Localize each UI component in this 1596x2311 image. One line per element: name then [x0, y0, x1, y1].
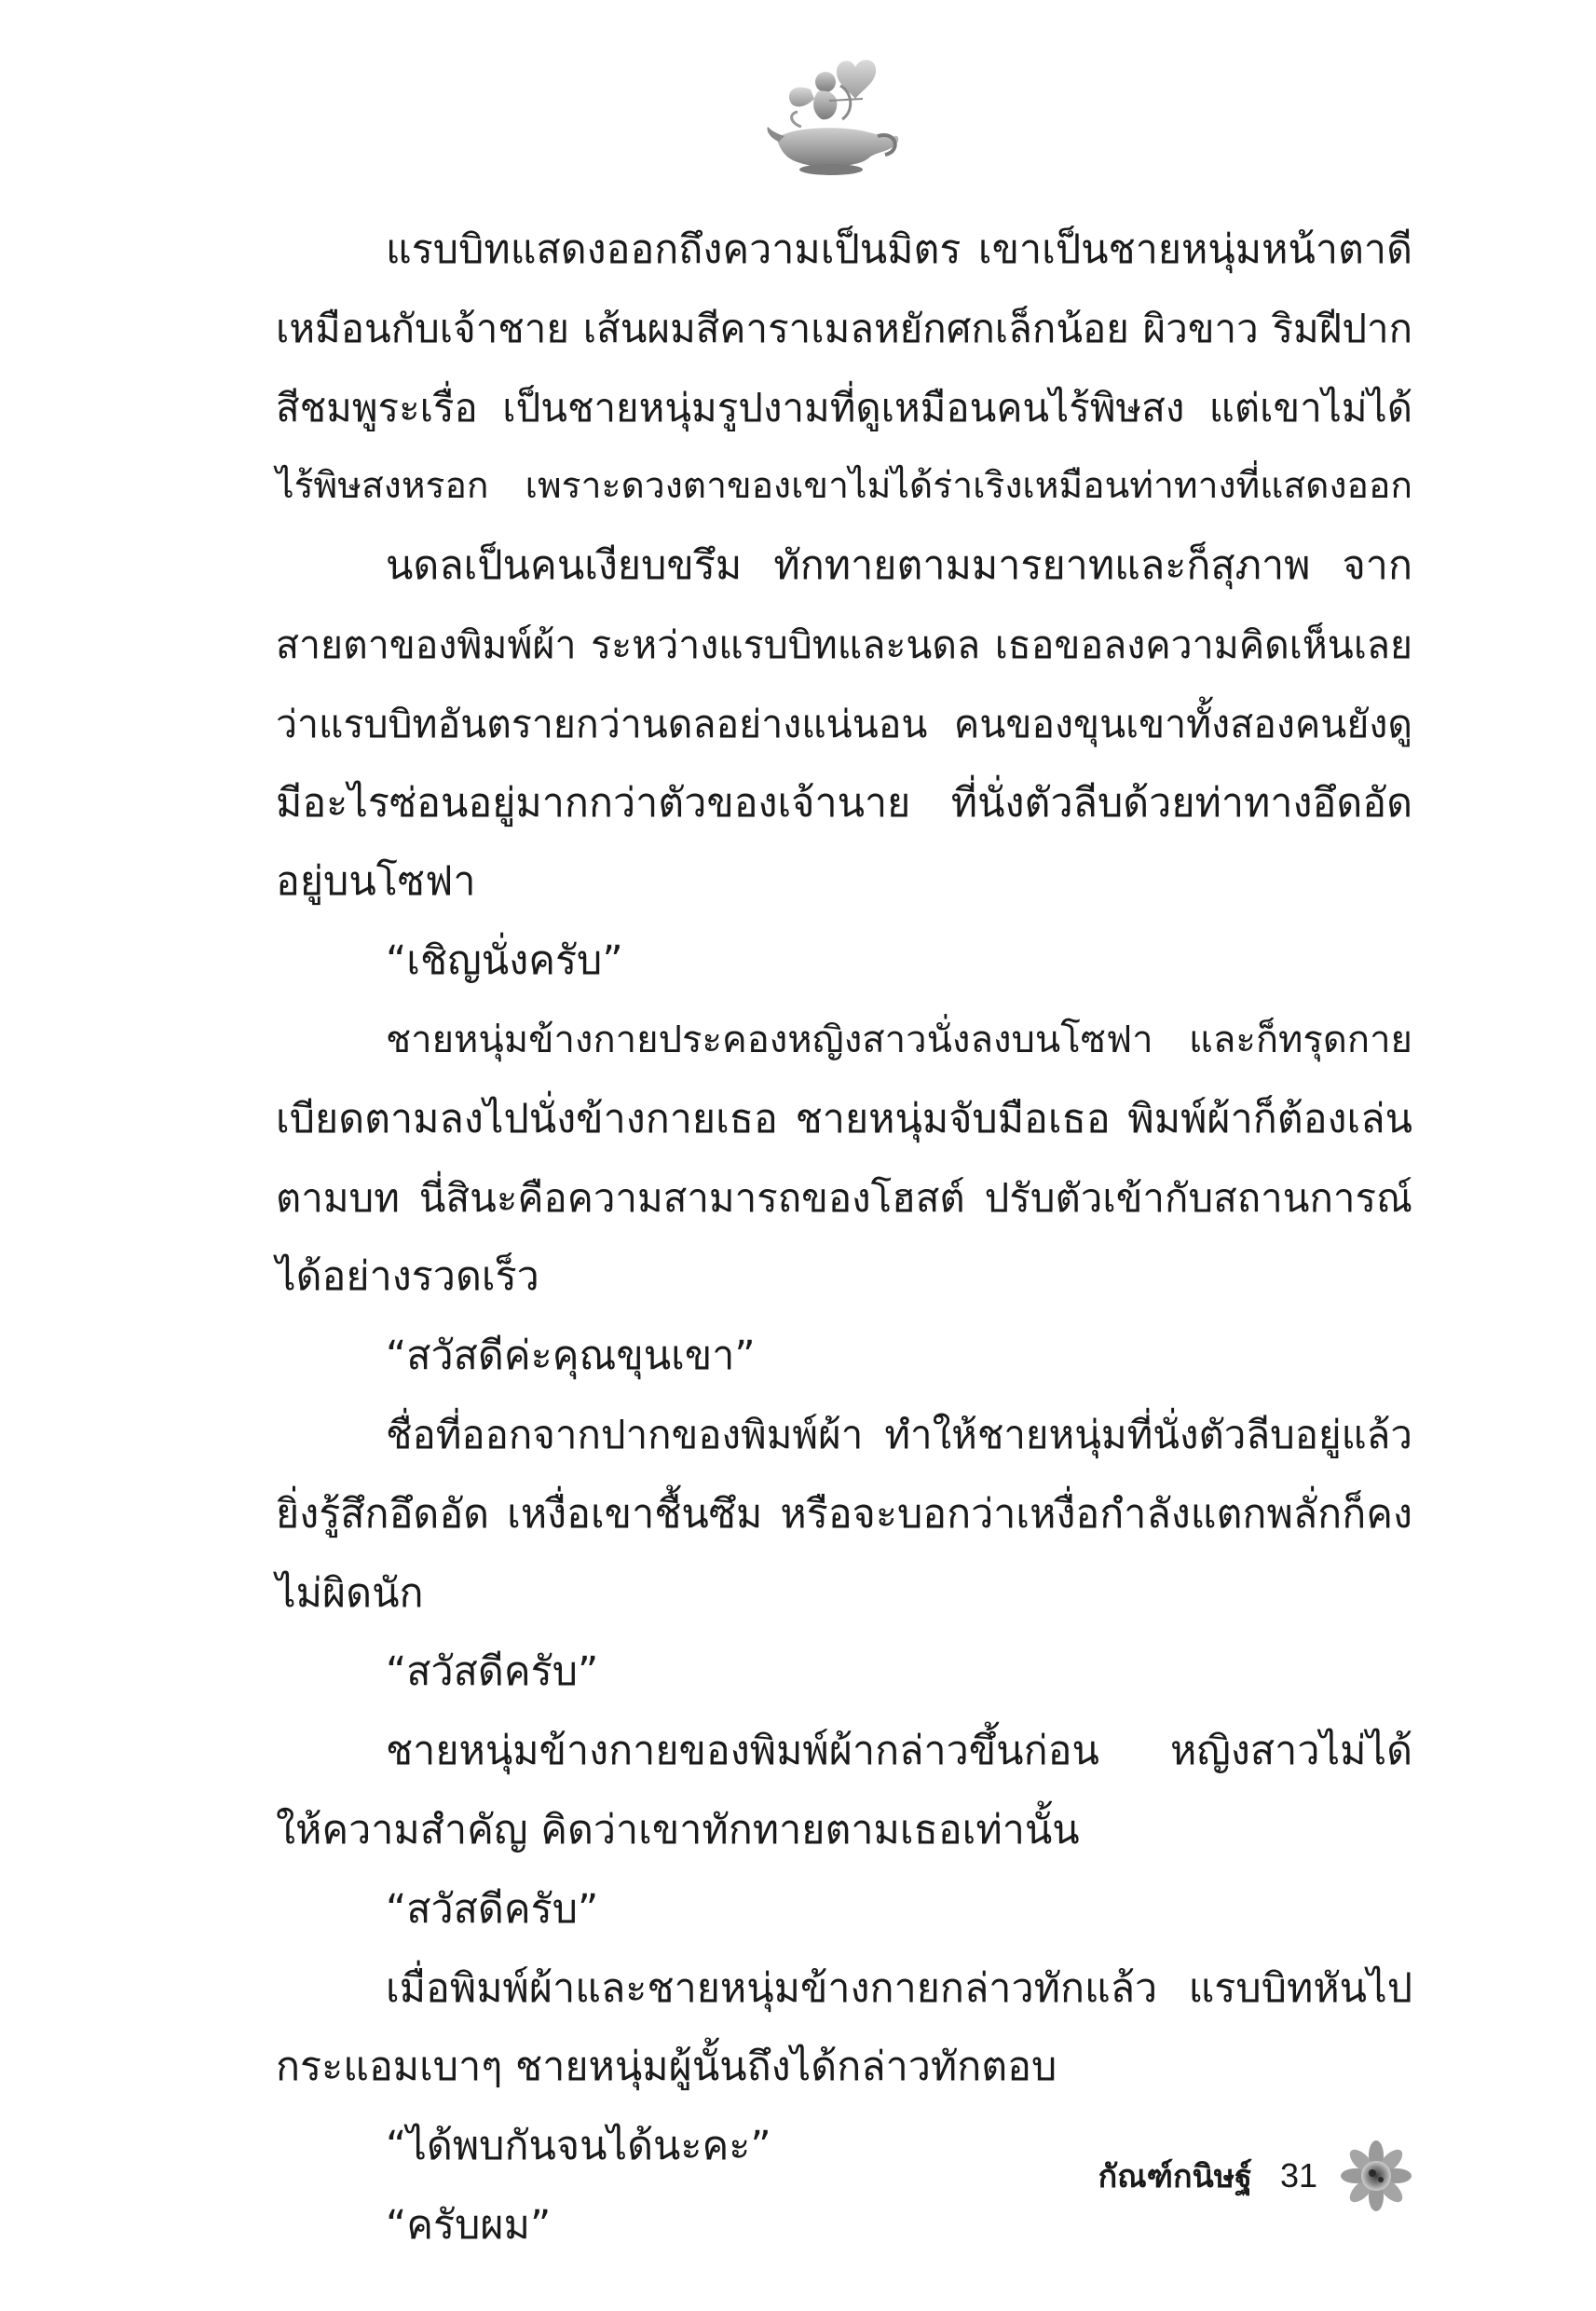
text-line: ได้อย่างรวดเร็ว — [276, 1253, 539, 1301]
text-line: ว่าแรบบิทอันตรายกว่านดลอย่างแน่นอน คนของขุนเขาทั้งสองคนยังดู — [276, 701, 1412, 746]
text-line: ยิ่งรู้สึกอึดอัด เหงื่อเขาชื้นซึม หรือจะบอกว่าเหงื่อกำลังแตกพลั่กก็คง — [276, 1490, 1412, 1538]
text-line: “สวัสดีครับ” — [386, 1885, 599, 1933]
page-number: 31 — [1279, 2156, 1317, 2195]
text-line: กระแอมเบาๆ ชายหนุ่มผู้นั้นถึงได้กล่าวทักตอบ — [276, 2044, 1057, 2091]
text-line: ตามบท นี่สินะคือความสามารถของโฮสต์ ปรับตัวเข้ากับสถานการณ์ — [276, 1174, 1412, 1221]
text-line: อยู่บนโซฟา — [276, 858, 476, 906]
text-line: นดลเป็นคนเงียบขรึม ทักทายตามมารยาทและก็สุภาพ จาก — [386, 542, 1412, 590]
text-line: สีชมพูระเรื่อ เป็นชายหนุ่มรูปงามที่ดูเหมือนคนไร้พิษสง แต่เขาไม่ได้ — [276, 384, 1412, 431]
text-line: “เชิญนั่งครับ” — [386, 937, 623, 985]
text-line: “ครับผม” — [386, 2201, 552, 2249]
text-line: ชายหนุ่มข้างกายประคองหญิงสาวนั่งลงบนโซฟา และก็ทรุดกาย — [386, 1018, 1412, 1061]
text-line: ให้ความสำคัญ คิดว่าเขาทักทายตามเธอเท่านั้น — [276, 1806, 1080, 1853]
text-line: เบียดตามลงไปนั่งข้างกายเธอ ชายหนุ่มจับมือเธอ พิมพ์ผ้าก็ต้องเล่น — [276, 1095, 1412, 1142]
body-text — [276, 211, 1412, 2265]
text-line: “ได้พบกันจนได้นะคะ” — [386, 2123, 771, 2170]
cupid-teapot-icon — [764, 54, 904, 180]
text-line: แรบบิทแสดงออกถึงความเป็นมิตร เขาเป็นชายหนุ่มหน้าตาดี — [386, 226, 1412, 273]
flower-icon — [1338, 2138, 1414, 2214]
text-line: เหมือนกับเจ้าชาย เส้นผมสีคาราเมลหยักศกเล็กน้อย ผิวขาว ริมฝีปาก — [276, 305, 1412, 351]
book-title: กัณฑ์กนิษฐ์ — [1098, 2158, 1252, 2195]
text-line: “สวัสดีครับ” — [386, 1648, 599, 1696]
text-line: ชื่อที่ออกจากปากของพิมพ์ผ้า ทำให้ชายหนุ่มที่นั่งตัวลีบอยู่แล้ว — [386, 1411, 1412, 1457]
text-line: ชายหนุ่มข้างกายของพิมพ์ผ้ากล่าวขึ้นก่อน หญิงสาวไม่ได้ — [386, 1728, 1412, 1775]
page-footer — [1098, 2143, 1414, 2208]
text-line: สายตาของพิมพ์ผ้า ระหว่างแรบบิทและนดล เธอขอลงความคิดเห็นเลย — [276, 622, 1412, 667]
text-line: เมื่อพิมพ์ผ้าและชายหนุ่มข้างกายกล่าวทักแล้ว แรบบิทหันไป — [386, 1964, 1412, 2012]
text-line: ไม่ผิดนัก — [276, 1569, 424, 1617]
text-line: “สวัสดีค่ะคุณขุนเขา” — [386, 1333, 756, 1380]
text-line: มีอะไรซ่อนอยู่มากกว่าตัวของเจ้านาย ที่นั่งตัวลีบด้วยท่าทางอึดอัด — [276, 779, 1412, 827]
text-line: ไร้พิษสงหรอก เพราะดวงตาของเขาไม่ได้ร่าเริงเหมือนท่าทางที่แสดงออก — [276, 465, 1412, 508]
